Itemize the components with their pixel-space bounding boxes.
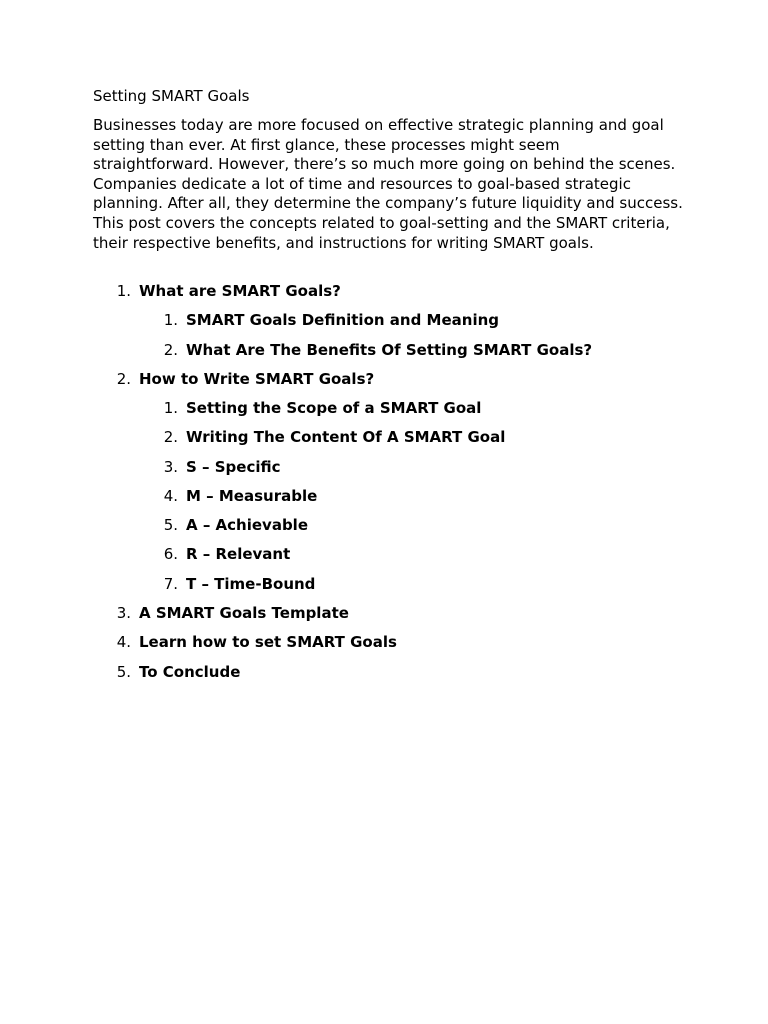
toc-subitem-label: Setting the Scope of a SMART Goal: [186, 399, 482, 417]
toc-item-label: A SMART Goals Template: [139, 604, 349, 622]
toc-subitem: [163, 545, 291, 564]
toc-subitem-label: R – Relevant: [186, 545, 291, 563]
toc-subitem-number: 7.: [163, 575, 178, 593]
toc-item-label: Learn how to set SMART Goals: [139, 633, 397, 651]
toc-item-number: 4.: [116, 633, 131, 651]
toc-item: [116, 282, 341, 301]
toc-subitem-number: 2.: [163, 341, 178, 359]
toc-item-label: How to Write SMART Goals?: [139, 370, 375, 388]
toc-item-number: 2.: [116, 370, 131, 388]
toc-subitem-number: 6.: [163, 545, 178, 563]
intro-paragraph: Businesses today are more focused on effective strategic planning and goal setting than ever. At first glance, these processes might seem straightforward. However, there’s so much more going on behind the scenes. Companies dedicate a lot of time and resources to goal-based strategic planning. After all, they determine the company’s future liquidity and success. This post covers the concepts related to goal-setting and the SMART criteria, their respective benefits, and instructions for writing SMART goals.: [93, 116, 683, 252]
toc-subitem-label: SMART Goals Definition and Meaning: [186, 311, 500, 329]
toc-subitem-number: 1.: [163, 399, 178, 417]
toc-item-number: 3.: [116, 604, 131, 622]
toc-subitem: [163, 487, 318, 506]
toc-subitem: [163, 516, 308, 535]
document-title: Setting SMART Goals: [93, 87, 250, 105]
toc-subitem-label: What Are The Benefits Of Setting SMART Goals?: [186, 341, 593, 359]
toc-subitem-number: 2.: [163, 428, 178, 446]
toc-subitem-number: 3.: [163, 458, 178, 476]
toc-subitem-label: S – Specific: [186, 458, 281, 476]
toc-subitem: [163, 341, 593, 360]
toc-subitem-label: Writing The Content Of A SMART Goal: [186, 428, 506, 446]
toc-item: [116, 663, 241, 682]
toc-item: [116, 604, 349, 623]
toc-subitem-label: A – Achievable: [186, 516, 308, 534]
toc-item-label: What are SMART Goals?: [139, 282, 341, 300]
toc-subitem: [163, 311, 500, 330]
toc-item-number: 5.: [116, 663, 131, 681]
toc-subitem: [163, 399, 482, 418]
toc-subitem: [163, 575, 316, 594]
toc-item-number: 1.: [116, 282, 131, 300]
toc-item: [116, 370, 375, 389]
toc-subitem-number: 4.: [163, 487, 178, 505]
toc-item: [116, 633, 397, 652]
toc-subitem: [163, 428, 506, 447]
toc-subitem-label: T – Time-Bound: [186, 575, 316, 593]
toc-subitem-number: 1.: [163, 311, 178, 329]
toc-subitem-number: 5.: [163, 516, 178, 534]
toc-subitem-label: M – Measurable: [186, 487, 318, 505]
toc-subitem: [163, 458, 281, 477]
toc-item-label: To Conclude: [139, 663, 241, 681]
